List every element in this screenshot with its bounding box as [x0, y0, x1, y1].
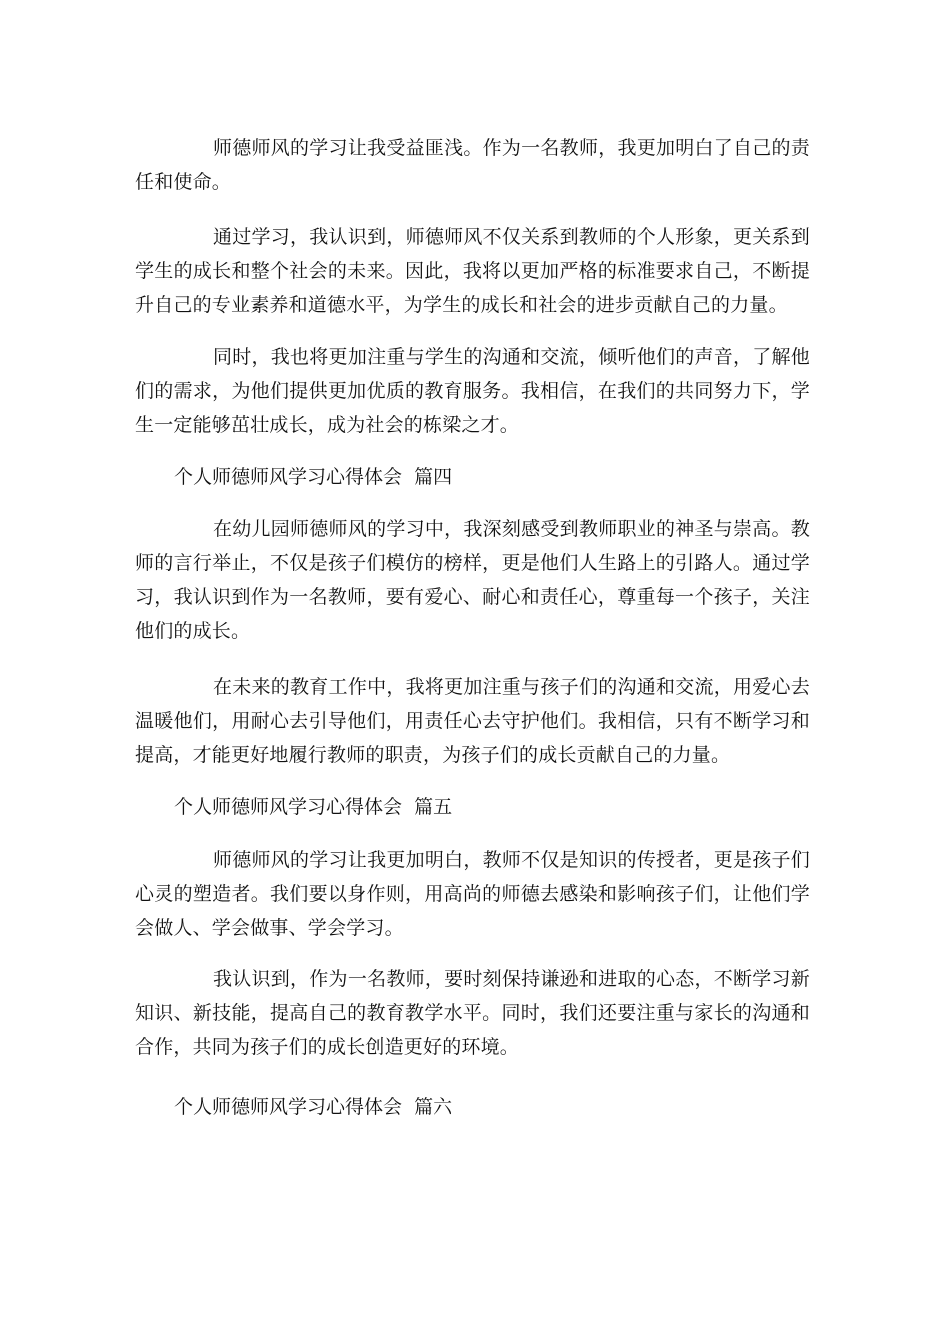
section-heading: 个人师德师风学习心得体会 篇五	[174, 796, 453, 818]
paragraph: 通过学习，我认识到，师德师风不仅关系到教师的个人形象，更关系到学生的成长和整个社会的未来。因此，我将以更加严格的标准要求自己，不断提升自己的专业素养和道德水平，为学生的成长和社会的进步贡献自己的力量。	[135, 226, 810, 316]
paragraph: 在未来的教育工作中，我将更加注重与孩子们的沟通和交流，用爱心去温暖他们，用耐心去引导他们，用责任心去守护他们。我相信，只有不断学习和提高，才能更好地履行教师的职责，为孩子们的成长贡献自己的力量。	[135, 676, 810, 766]
paragraph: 师德师风的学习让我更加明白，教师不仅是知识的传授者，更是孩子们心灵的塑造者。我们要以身作则，用高尚的师德去感染和影响孩子们，让他们学会做人、学会做事、学会学习。	[135, 849, 810, 939]
section-heading: 个人师德师风学习心得体会 篇六	[174, 1096, 453, 1118]
section-heading: 个人师德师风学习心得体会 篇四	[174, 466, 453, 488]
paragraph: 在幼儿园师德师风的学习中，我深刻感受到教师职业的神圣与崇高。教师的言行举止，不仅是孩子们模仿的榜样，更是他们人生路上的引路人。通过学习，我认识到作为一名教师，要有爱心、耐心和责任心，尊重每一个孩子，关注他们的成长。	[135, 518, 810, 642]
paragraph: 我认识到，作为一名教师，要时刻保持谦逊和进取的心态，不断学习新知识、新技能，提高自己的教育教学水平。同时，我们还要注重与家长的沟通和合作，共同为孩子们的成长创造更好的环境。	[135, 968, 810, 1058]
paragraph: 师德师风的学习让我受益匪浅。作为一名教师，我更加明白了自己的责任和使命。	[135, 137, 810, 193]
paragraph: 同时，我也将更加注重与学生的沟通和交流，倾听他们的声音，了解他们的需求，为他们提供更加优质的教育服务。我相信，在我们的共同努力下，学生一定能够茁壮成长，成为社会的栋梁之才。	[135, 346, 810, 436]
